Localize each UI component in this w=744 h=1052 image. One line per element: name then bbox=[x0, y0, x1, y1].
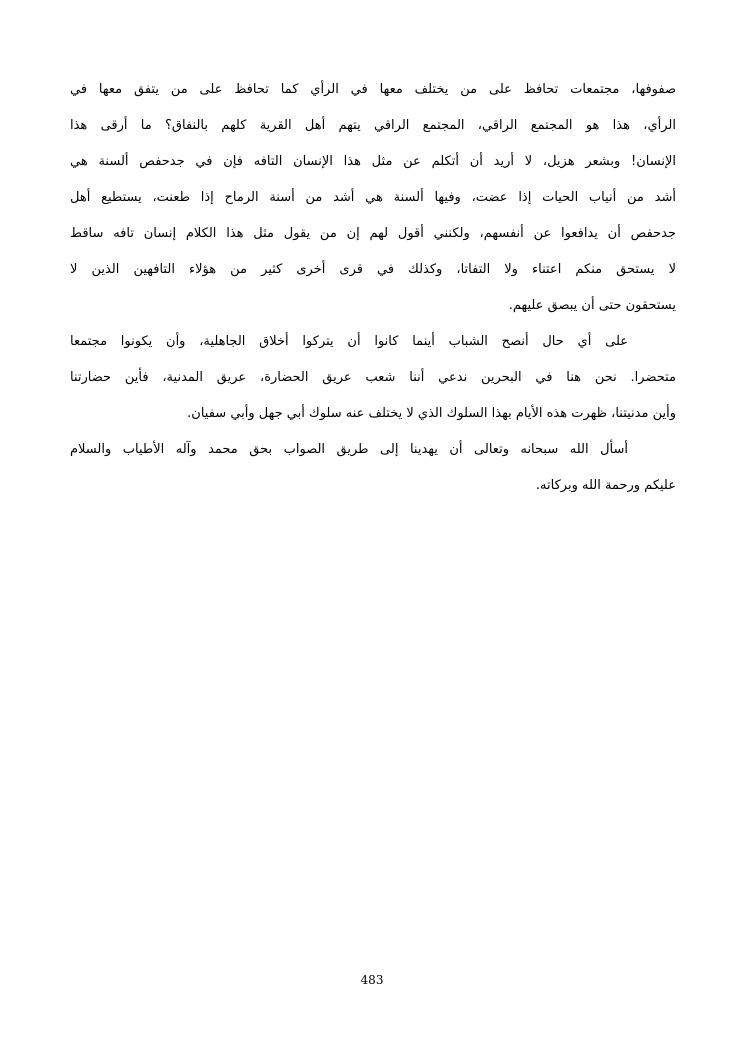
text-line: يستحقون حتى أن يبصق عليهم. bbox=[508, 298, 676, 313]
body-text bbox=[70, 72, 676, 504]
text-line: صفوفها، مجتمعات تحافظ على من يختلف معها في الرأي كما تحافظ على من يتفق معها في bbox=[70, 82, 676, 97]
text-line: وأين مدنيتنا، ظهرت هذه الأيام بهذا السلوك الذي لا يختلف عنه سلوك أبي جهل وأبي سفيان. bbox=[187, 406, 676, 421]
text-line: الرأي، هذا هو المجتمع الراقي، المجتمع الراقي يتهم أهل القرية كلهم بالنفاق؟ ما أرقى هذا bbox=[70, 118, 676, 133]
text-line: الإنسان! وبشعر هزيل، لا أريد أن أتكلم عن مثل هذا الإنسان التافه فإن في جدحفص ألسنة هي bbox=[70, 154, 676, 169]
text-line: لا يستحق منكم اعتناء ولا التفاتا، وكذلك في قرى أخرى كثير من هؤلاء التافهين الذين لا bbox=[70, 262, 676, 277]
page-number: 483 bbox=[360, 973, 384, 987]
text-line: متحضرا. نحن هنا في البحرين ندعي أننا شعب عريق الحضارة، عريق المدنية، فأين حضارتنا bbox=[70, 370, 676, 385]
text-line: أسأل الله سبحانه وتعالى أن يهدينا إلى طريق الصواب بحق محمد وآله الأطياب والسلام bbox=[70, 442, 628, 457]
text-line: عليكم ورحمة الله وبركاته. bbox=[535, 478, 676, 493]
text-line: أشد من أنياب الحيات إذا عضت، وفيها ألسنة هي أشد من أسنة الرماح إذا طعنت، يستطيع أهل bbox=[70, 190, 676, 205]
text-line: على أي حال أنصح الشباب أينما كانوا أن يتركوا أخلاق الجاهلية، وأن يكونوا مجتمعا bbox=[70, 334, 628, 349]
text-line: جدحفص أن يدافعوا عن أنفسهم، ولكنني أقول لهم إن من يقول مثل هذا الكلام إنسان تافه ساقط bbox=[70, 226, 676, 241]
